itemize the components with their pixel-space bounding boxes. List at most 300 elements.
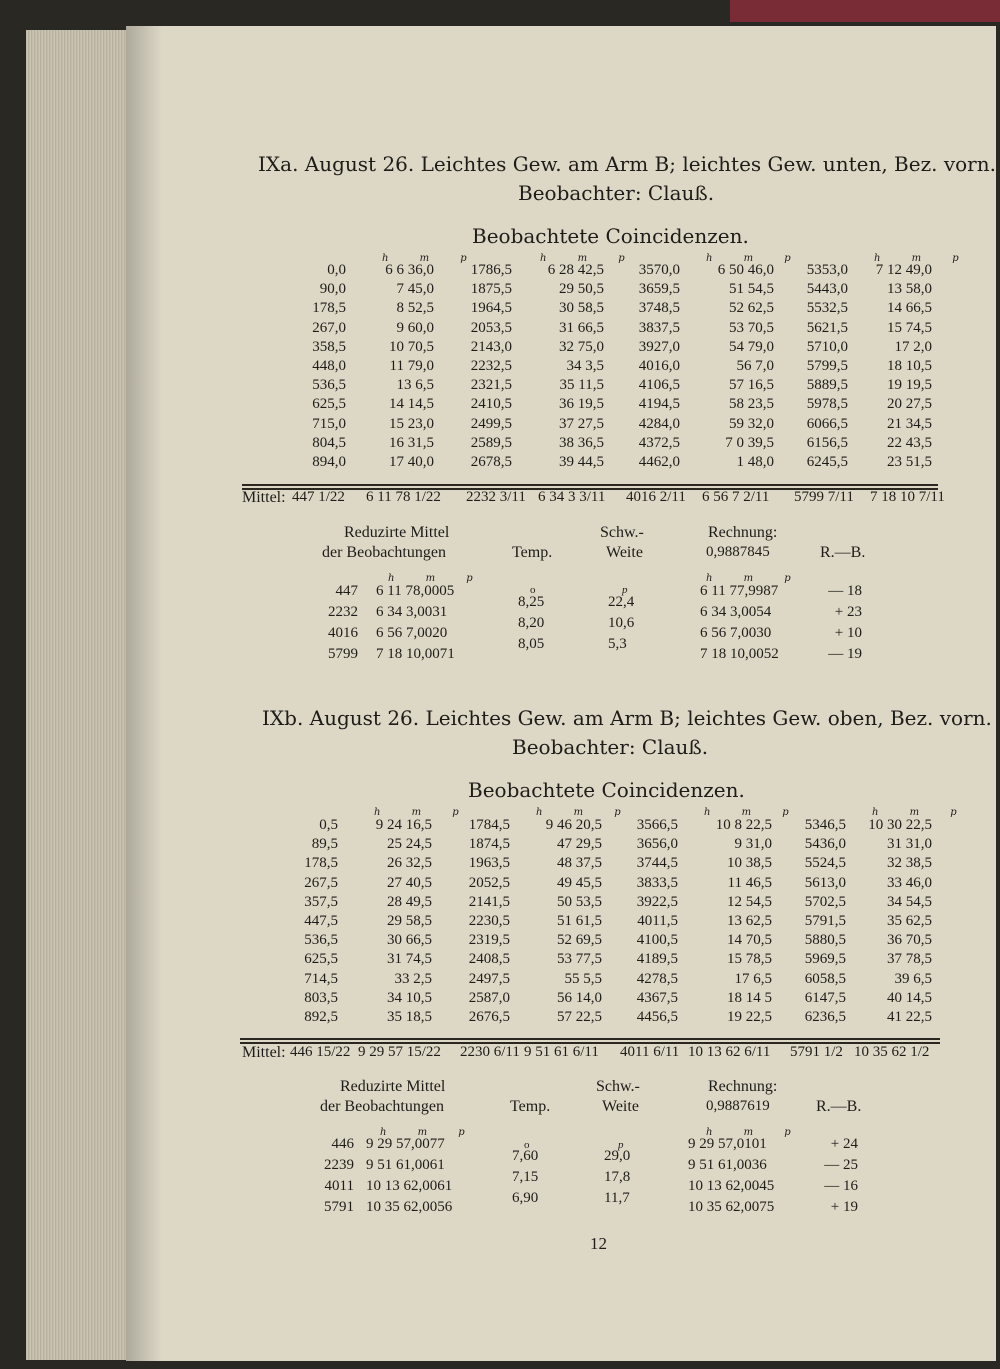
table-column — [340, 816, 432, 1027]
table-cell: 10 8 22,5 — [715, 817, 772, 833]
table-rule — [240, 1038, 940, 1040]
table-cell: 1 48,0 — [736, 454, 774, 471]
table-column — [772, 816, 846, 1027]
table-cell: 2410,5 — [470, 396, 512, 413]
table-cell: 7,60 — [512, 1148, 539, 1164]
hmp-label: h m p — [540, 253, 639, 264]
table-cell: 54 79,0 — [729, 338, 774, 355]
table-cell: 11 79,0 — [389, 358, 434, 375]
table-cell: 625,5 — [304, 951, 338, 968]
table-cell: 17 2,0 — [894, 338, 932, 355]
table-cell: 56 7,0 — [736, 358, 774, 375]
weite-column — [608, 592, 658, 655]
table-cell: 37 78,5 — [887, 951, 932, 968]
weite-column — [604, 1146, 654, 1209]
temp-header: Temp. — [512, 544, 553, 561]
table-cell: 8,20 — [518, 615, 545, 631]
mittel-value: 5791 1/2 — [790, 1044, 843, 1060]
table-cell: 7 45,0 — [396, 281, 434, 298]
table-cell: 5799 — [328, 646, 358, 662]
table-cell: 13 6,5 — [396, 377, 434, 394]
table-title: Beobachtete Coincidenzen. — [472, 224, 749, 248]
table-cell: 39 44,5 — [559, 454, 604, 471]
table-cell: 894,0 — [312, 454, 346, 471]
hmp-label: h m p — [388, 573, 487, 584]
mittel-value: 5799 7/11 — [794, 489, 854, 505]
table-cell: 447,5 — [304, 913, 338, 930]
table-cell: 1875,5 — [470, 281, 512, 298]
table-cell: 9 51 61,0061 — [366, 1157, 445, 1173]
table-cell: 2321,5 — [470, 377, 512, 394]
temp-column — [512, 1146, 562, 1209]
hmp-label: h m p — [536, 807, 635, 818]
table-cell: 1964,5 — [470, 300, 512, 317]
table-cell: 19 22,5 — [727, 1009, 772, 1026]
weite-header: Weite — [602, 1098, 639, 1115]
hmp-label: h m p — [706, 573, 805, 584]
table-cell: 51 54,5 — [729, 281, 774, 298]
table-cell: 7 12 49,0 — [875, 262, 932, 278]
table-cell: 9 29 57,0077 — [366, 1136, 445, 1152]
mittel-value: 9 29 57 15/22 — [358, 1044, 441, 1060]
table-cell: 14 14,5 — [389, 396, 434, 413]
table-cell: 1963,5 — [468, 855, 510, 872]
table-cell: 804,5 — [312, 434, 346, 451]
table-cell: 32 38,5 — [887, 855, 932, 872]
table-cell: 31 74,5 — [387, 951, 432, 968]
table-cell: 9 60,0 — [396, 319, 434, 336]
section-heading: IXa. August 26. Leichtes Gew. am Arm B; leichtes Gew. unten, Bez. vorn. — [258, 152, 996, 176]
reduced-index-column — [296, 1134, 354, 1218]
table-cell: 15 78,5 — [727, 951, 772, 968]
table-cell: 2678,5 — [470, 454, 512, 471]
table-cell: 4367,5 — [636, 989, 678, 1006]
table-cell: 4189,5 — [636, 951, 678, 968]
table-column — [678, 816, 772, 1027]
table-cell: 5799,5 — [806, 358, 848, 375]
table-cell: 34 54,5 — [887, 893, 932, 910]
table-cell: 6147,5 — [804, 989, 846, 1006]
hmp-label: h m p — [706, 253, 805, 264]
table-cell: 49 45,5 — [557, 874, 602, 891]
table-cell: 2676,5 — [468, 1009, 510, 1026]
table-column — [256, 816, 338, 1027]
mittel-label: Mittel: — [242, 1044, 286, 1061]
table-cell: 6245,5 — [806, 454, 848, 471]
table-cell: — 18 — [828, 583, 862, 599]
table-cell: 28 49,5 — [387, 893, 432, 910]
table-cell: 7 18 10,0052 — [700, 646, 779, 662]
table-cell: 6066,5 — [806, 415, 848, 432]
table-column — [604, 261, 680, 472]
weite-header: Weite — [606, 544, 643, 561]
table-cell: + 19 — [830, 1199, 858, 1215]
table-cell: 10 35 62,0075 — [688, 1199, 775, 1215]
table-cell: 33 46,0 — [887, 874, 932, 891]
table-cell: 4016 — [328, 625, 358, 641]
table-cell: 6058,5 — [804, 970, 846, 987]
weite-header: Schw.- — [600, 524, 644, 541]
weite-header: Schw.- — [596, 1078, 640, 1095]
table-cell: 6 11 77,9987 — [700, 583, 779, 599]
table-cell: 29 58,5 — [387, 913, 432, 930]
table-cell: 5791 — [324, 1199, 354, 1215]
table-cell: 5889,5 — [806, 377, 848, 394]
table-column — [602, 816, 678, 1027]
table-cell: 30 66,5 — [387, 932, 432, 949]
table-cell: + 10 — [834, 625, 862, 641]
section-heading: IXb. August 26. Leichtes Gew. am Arm B; leichtes Gew. oben, Bez. vorn. — [262, 706, 992, 730]
table-cell: 4106,5 — [638, 377, 680, 394]
reduced-header: der Beobachtungen — [322, 544, 446, 561]
table-cell: 10 13 62,0045 — [688, 1178, 775, 1194]
observer-line: Beobachter: Clauß. — [518, 181, 715, 205]
book-spine — [730, 0, 1000, 22]
table-cell: 1786,5 — [470, 262, 512, 278]
table-cell: 358,5 — [312, 338, 346, 355]
hmp-label: h m p — [706, 1127, 805, 1138]
table-cell: 267,0 — [312, 319, 346, 336]
table-cell: 625,5 — [312, 396, 346, 413]
table-column — [510, 816, 602, 1027]
table-cell: 48 37,5 — [557, 855, 602, 872]
mittel-value: 6 34 3 3/11 — [538, 489, 606, 505]
table-cell: + 23 — [834, 604, 862, 620]
table-cell: 25 24,5 — [387, 836, 432, 853]
table-cell: 3566,5 — [636, 817, 678, 833]
table-cell: 3922,5 — [636, 893, 678, 910]
mittel-value: 10 35 62 1/2 — [854, 1044, 930, 1060]
rechnung-factor: 0,9887845 — [706, 544, 770, 560]
temp-column — [518, 592, 568, 655]
hmp-label: h m p — [380, 1127, 479, 1138]
table-cell: 36 19,5 — [559, 396, 604, 413]
table-cell: 3659,5 — [638, 281, 680, 298]
table-cell: 5,3 — [608, 636, 627, 652]
table-cell: 8,05 — [518, 636, 545, 652]
table-cell: 35 62,5 — [887, 913, 932, 930]
table-cell: 0,5 — [319, 817, 338, 833]
table-cell: 17 6,5 — [734, 970, 772, 987]
table-cell: 17,8 — [604, 1169, 631, 1185]
table-cell: 5443,0 — [806, 281, 848, 298]
table-cell: 22 43,5 — [887, 434, 932, 451]
table-cell: 2232,5 — [470, 358, 512, 375]
table-cell: 4011,5 — [637, 913, 678, 930]
rechnung-column — [700, 581, 820, 665]
table-cell: + 24 — [830, 1136, 858, 1152]
table-cell: 9 24 16,5 — [375, 817, 432, 833]
table-column — [848, 261, 932, 472]
table-cell: 47 29,5 — [557, 836, 602, 853]
table-cell: 536,5 — [312, 377, 346, 394]
table-cell: 6236,5 — [804, 1009, 846, 1026]
degree-sign: o — [530, 584, 536, 596]
table-cell: 58 23,5 — [729, 396, 774, 413]
table-cell: 23 51,5 — [887, 454, 932, 471]
table-cell: 6 6 36,0 — [385, 262, 434, 278]
table-cell: 6 11 78,0005 — [376, 583, 455, 599]
table-cell: 11 46,5 — [727, 874, 772, 891]
table-cell: 10 13 62,0061 — [366, 1178, 453, 1194]
table-cell: 0,0 — [327, 262, 346, 278]
table-cell: 4016,0 — [638, 358, 680, 375]
table-cell: 2053,5 — [470, 319, 512, 336]
table-cell: 16 31,5 — [389, 434, 434, 451]
table-cell: 5346,5 — [804, 817, 846, 833]
hmp-label: h m p — [874, 253, 973, 264]
table-cell: 2239 — [324, 1157, 354, 1173]
table-cell: 33 2,5 — [394, 970, 432, 987]
table-cell: 59 32,0 — [729, 415, 774, 432]
table-cell: 41 22,5 — [887, 1009, 932, 1026]
page-number: 12 — [590, 1234, 607, 1253]
table-column — [774, 261, 848, 472]
mittel-value: 447 1/22 — [292, 489, 345, 505]
hmp-label: h m p — [382, 253, 481, 264]
mittel-value: 10 13 62 6/11 — [688, 1044, 771, 1060]
table-cell: 6 56 7,0030 — [700, 625, 772, 641]
table-cell: 31 66,5 — [559, 319, 604, 336]
table-cell: 37 27,5 — [559, 415, 604, 432]
mittel-value: 6 56 7 2/11 — [702, 489, 770, 505]
table-cell: 5710,0 — [806, 338, 848, 355]
observer-line: Beobachter: Clauß. — [512, 735, 709, 759]
table-cell: 18 10,5 — [887, 358, 932, 375]
mittel-value: 446 15/22 — [290, 1044, 351, 1060]
table-column — [266, 261, 346, 472]
table-cell: 267,5 — [304, 874, 338, 891]
table-cell: 5978,5 — [806, 396, 848, 413]
table-cell: 803,5 — [304, 989, 338, 1006]
table-cell: 19 19,5 — [887, 377, 932, 394]
reduced-header: der Beobachtungen — [320, 1098, 444, 1115]
mittel-value: 4011 6/11 — [620, 1044, 680, 1060]
table-cell: 1784,5 — [468, 817, 510, 833]
mittel-value: 6 11 78 1/22 — [366, 489, 441, 505]
table-cell: 10,6 — [608, 615, 635, 631]
rb-column — [816, 581, 862, 665]
mittel-value: 9 51 61 6/11 — [524, 1044, 599, 1060]
table-cell: 53 70,5 — [729, 319, 774, 336]
table-cell: 2589,5 — [470, 434, 512, 451]
table-cell: 2499,5 — [470, 415, 512, 432]
table-cell: 29 50,5 — [559, 281, 604, 298]
table-cell: 11,7 — [604, 1190, 630, 1206]
table-cell: 7 18 10,0071 — [376, 646, 455, 662]
table-cell: 3570,0 — [638, 262, 680, 278]
table-cell: 448,0 — [312, 358, 346, 375]
table-cell: 6156,5 — [806, 434, 848, 451]
table-cell: 178,5 — [312, 300, 346, 317]
table-cell: 6 34 3,0031 — [376, 604, 448, 620]
table-cell: 32 75,0 — [559, 338, 604, 355]
table-cell: 57 16,5 — [729, 377, 774, 394]
table-cell: 89,5 — [311, 836, 338, 853]
table-cell: 12 54,5 — [727, 893, 772, 910]
rb-header: R.—B. — [816, 1098, 862, 1115]
table-cell: 10 30 22,5 — [868, 817, 932, 833]
rechnung-header: Rechnung: — [708, 1078, 778, 1095]
table-cell: 52 69,5 — [557, 932, 602, 949]
book-page — [126, 26, 996, 1361]
table-cell: 8 52,5 — [396, 300, 434, 317]
table-cell: 35 18,5 — [387, 1009, 432, 1026]
table-cell: 6 34 3,0054 — [700, 604, 772, 620]
table-cell: 34 10,5 — [387, 989, 432, 1006]
table-cell: 3927,0 — [638, 338, 680, 355]
mittel-value: 4016 2/11 — [626, 489, 686, 505]
table-cell: 2230,5 — [468, 913, 510, 930]
table-cell: 2408,5 — [468, 951, 510, 968]
table-cell: 714,5 — [304, 970, 338, 987]
table-cell: 5436,0 — [804, 836, 846, 853]
table-cell: 90,0 — [319, 281, 346, 298]
table-cell: — 16 — [824, 1178, 858, 1194]
mittel-value: 7 18 10 7/11 — [870, 489, 945, 505]
table-cell: — 25 — [824, 1157, 858, 1173]
table-cell: 13 62,5 — [727, 913, 772, 930]
table-cell: 4284,0 — [638, 415, 680, 432]
table-cell: 5532,5 — [806, 300, 848, 317]
table-cell: 35 11,5 — [559, 377, 604, 394]
reduced-header: Reduzirte Mittel — [340, 1078, 446, 1095]
table-cell: 4100,5 — [636, 932, 678, 949]
table-cell: 55 5,5 — [564, 970, 602, 987]
table-cell: 5353,0 — [806, 262, 848, 278]
table-cell: 34 3,5 — [566, 358, 604, 375]
hmp-label: h m p — [374, 807, 473, 818]
table-column — [514, 261, 604, 472]
table-cell: 5613,0 — [804, 874, 846, 891]
table-title: Beobachtete Coincidenzen. — [468, 778, 745, 802]
table-cell: 10 35 62,0056 — [366, 1199, 453, 1215]
reduced-index-column — [302, 581, 358, 665]
table-cell: 5791,5 — [804, 913, 846, 930]
table-cell: 22,4 — [608, 594, 635, 610]
table-column — [346, 261, 434, 472]
table-column — [682, 261, 774, 472]
table-cell: 29,0 — [604, 1148, 631, 1164]
hmp-label: h m p — [872, 807, 971, 818]
table-cell: 2319,5 — [468, 932, 510, 949]
table-cell: 9 51 61,0036 — [688, 1157, 767, 1173]
table-cell: 3656,0 — [636, 836, 678, 853]
table-cell: 10 70,5 — [389, 338, 434, 355]
unit-p: p — [618, 1139, 624, 1151]
table-cell: 2497,5 — [468, 970, 510, 987]
mittel-value: 2230 6/11 — [460, 1044, 520, 1060]
table-cell: 9 46 20,5 — [545, 817, 602, 833]
table-cell: 2143,0 — [470, 338, 512, 355]
table-cell: 57 22,5 — [557, 1009, 602, 1026]
table-cell: 21 34,5 — [887, 415, 932, 432]
temp-header: Temp. — [510, 1098, 551, 1115]
table-cell: 3744,5 — [636, 855, 678, 872]
table-cell: 4462,0 — [638, 454, 680, 471]
table-cell: 4278,5 — [636, 970, 678, 987]
table-cell: 6 56 7,0020 — [376, 625, 448, 641]
table-column — [432, 816, 510, 1027]
table-cell: 52 62,5 — [729, 300, 774, 317]
reduced-header: Reduzirte Mittel — [344, 524, 450, 541]
table-cell: 26 32,5 — [387, 855, 432, 872]
degree-sign: o — [524, 1139, 530, 1151]
rechnung-header: Rechnung: — [708, 524, 778, 541]
rb-header: R.—B. — [820, 544, 866, 561]
table-cell: 30 58,5 — [559, 300, 604, 317]
table-cell: 5969,5 — [804, 951, 846, 968]
table-cell: 5880,5 — [804, 932, 846, 949]
mittel-label: Mittel: — [242, 489, 286, 506]
table-cell: 13 58,0 — [887, 281, 932, 298]
table-cell: 14 66,5 — [887, 300, 932, 317]
table-cell: 3833,5 — [636, 874, 678, 891]
reduced-value-column — [366, 1134, 484, 1218]
table-column — [436, 261, 512, 472]
table-cell: 27 40,5 — [387, 874, 432, 891]
table-cell: 446 — [331, 1136, 354, 1152]
table-rule — [242, 484, 938, 486]
table-cell: 14 70,5 — [727, 932, 772, 949]
table-cell: 18 14 5 — [727, 989, 772, 1006]
table-cell: 39 6,5 — [894, 970, 932, 987]
rechnung-column — [688, 1134, 814, 1218]
table-column — [846, 816, 932, 1027]
table-cell: 4456,5 — [636, 1009, 678, 1026]
table-cell: 40 14,5 — [887, 989, 932, 1006]
table-cell: 53 77,5 — [557, 951, 602, 968]
table-cell: 2232 — [328, 604, 358, 620]
table-cell: 15 23,0 — [389, 415, 434, 432]
table-cell: 20 27,5 — [887, 396, 932, 413]
mittel-value: 2232 3/11 — [466, 489, 526, 505]
table-cell: 447 — [335, 583, 358, 599]
table-cell: 7,15 — [512, 1169, 539, 1185]
table-cell: 8,25 — [518, 594, 545, 610]
table-cell: 6,90 — [512, 1190, 539, 1206]
table-cell: 178,5 — [304, 855, 338, 872]
table-cell: 15 74,5 — [887, 319, 932, 336]
table-cell: 50 53,5 — [557, 893, 602, 910]
table-cell: 357,5 — [304, 893, 338, 910]
table-cell: 3837,5 — [638, 319, 680, 336]
table-cell: 17 40,0 — [389, 454, 434, 471]
table-cell: 3748,5 — [638, 300, 680, 317]
rechnung-factor: 0,9887619 — [706, 1098, 770, 1114]
hmp-label: h m p — [704, 807, 803, 818]
table-cell: 7 0 39,5 — [725, 434, 774, 451]
table-cell: 4011 — [324, 1178, 354, 1194]
table-cell: 5524,5 — [804, 855, 846, 872]
table-cell: 5702,5 — [804, 893, 846, 910]
rb-column — [810, 1134, 858, 1218]
table-cell: 892,5 — [304, 1009, 338, 1026]
table-cell: 2052,5 — [468, 874, 510, 891]
table-cell: 2141,5 — [468, 893, 510, 910]
table-cell: 2587,0 — [468, 989, 510, 1006]
table-cell: 536,5 — [304, 932, 338, 949]
table-cell: 6 28 42,5 — [547, 262, 604, 278]
reduced-value-column — [376, 581, 486, 665]
table-cell: 51 61,5 — [557, 913, 602, 930]
table-cell: 715,0 — [312, 415, 346, 432]
table-cell: — 19 — [828, 646, 862, 662]
table-cell: 9 31,0 — [734, 836, 772, 853]
table-cell: 31 31,0 — [887, 836, 932, 853]
table-cell: 36 70,5 — [887, 932, 932, 949]
unit-p: p — [622, 584, 628, 596]
